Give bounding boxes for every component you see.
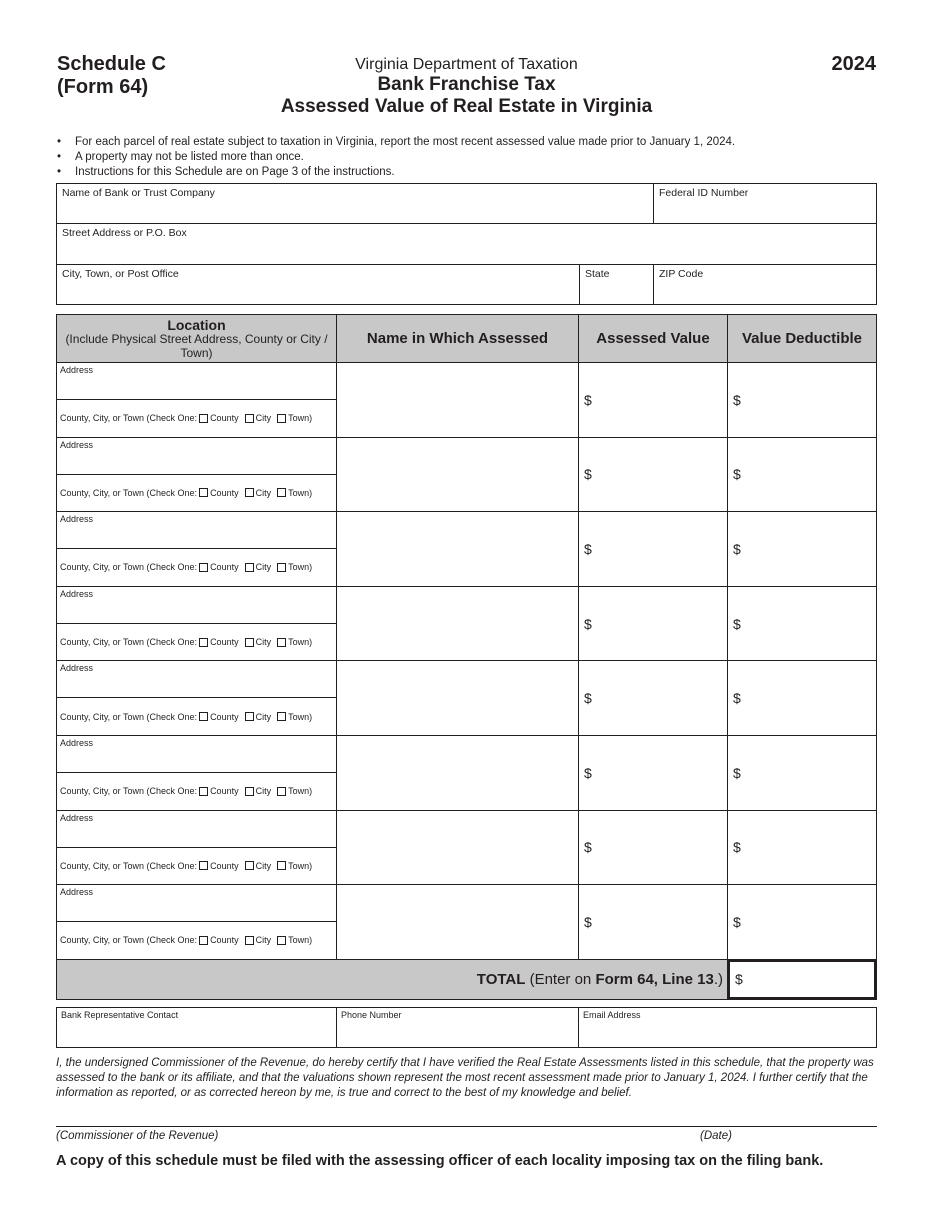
table-row xyxy=(57,587,876,662)
county-option-label: County xyxy=(210,487,239,498)
location-cell xyxy=(57,512,337,586)
dollar-sign: $ xyxy=(584,913,592,930)
address-label: Address xyxy=(60,365,94,375)
total-form-ref: Form 64, Line 13 xyxy=(595,970,714,988)
town-checkbox[interactable] xyxy=(277,414,286,423)
instructions-list xyxy=(57,135,735,180)
certification-text: I, the undersigned Commissioner of the Revenue, do hereby certify that I have verified the Real Estate Assessments listed in this schedule, that the property was assessed to the bank or its affiliate, and that the valuations shown represent the most recent assessment made prior to January 1, 2024. I further certify that the information as reported, or as corrected hereon by me, is true and correct to the best of my knowledge and belief. xyxy=(56,1057,874,1099)
locality-label: County, City, or Town (Check One: xyxy=(60,413,198,424)
instruction-item: • For each parcel of real estate subject to taxation in Virginia, report the most recent assessed value made prior to January 1, 2024. xyxy=(57,135,735,150)
assessed-value-field[interactable] xyxy=(579,661,728,735)
dollar-sign: $ xyxy=(733,839,741,856)
instruction-item: • A property may not be listed more than once. xyxy=(57,150,735,165)
department-name: Virginia Department of Taxation xyxy=(355,56,578,73)
zip-field[interactable] xyxy=(654,265,876,304)
county-checkbox[interactable] xyxy=(199,861,208,870)
form-title: Bank Franchise Tax xyxy=(377,74,556,95)
dollar-sign: $ xyxy=(584,391,592,408)
locality-label: County, City, or Town (Check One: xyxy=(60,935,198,946)
location-subtitle: (Include Physical Street Address, County or City / Town) xyxy=(65,331,328,360)
county-checkbox[interactable] xyxy=(199,563,208,572)
address-field[interactable] xyxy=(57,363,336,400)
town-option-label: Town) xyxy=(288,562,313,573)
town-checkbox[interactable] xyxy=(277,638,286,647)
rep-contact-field[interactable] xyxy=(57,1008,337,1047)
location-cell xyxy=(57,811,337,885)
email-label: Email Address xyxy=(583,1010,641,1020)
table-row xyxy=(57,363,876,438)
form-number: (Form 64) xyxy=(57,76,149,98)
location-cell xyxy=(57,438,337,512)
state-field[interactable] xyxy=(580,265,654,304)
total-instruction: (Enter on xyxy=(525,970,596,988)
name-assessed-field[interactable] xyxy=(337,811,579,885)
contact-section xyxy=(56,1007,877,1048)
assessment-table xyxy=(56,314,877,1000)
address-field[interactable] xyxy=(57,811,336,848)
town-checkbox[interactable] xyxy=(277,712,286,721)
street-address-label: Street Address or P.O. Box xyxy=(62,227,187,239)
bank-name-label: Name of Bank or Trust Company xyxy=(62,187,215,199)
city-option-label: City xyxy=(255,786,272,797)
county-option-label: County xyxy=(210,711,239,722)
phone-field[interactable] xyxy=(337,1008,579,1047)
assessed-value-field[interactable] xyxy=(579,438,728,512)
dollar-sign: $ xyxy=(733,391,741,408)
assessed-value-field[interactable] xyxy=(579,736,728,810)
total-word: TOTAL xyxy=(476,970,526,988)
total-row xyxy=(57,960,876,999)
county-option-label: County xyxy=(210,637,239,648)
dollar-sign: $ xyxy=(733,540,741,557)
locality-field xyxy=(57,698,336,735)
assessed-value-field[interactable] xyxy=(579,363,728,437)
locality-field xyxy=(57,848,336,885)
city-checkbox[interactable] xyxy=(245,638,254,647)
town-option-label: Town) xyxy=(288,637,313,648)
locality-field xyxy=(57,624,336,661)
address-label: Address xyxy=(60,439,94,450)
dollar-sign: $ xyxy=(584,466,592,483)
county-checkbox[interactable] xyxy=(199,936,208,945)
total-end: .) xyxy=(713,970,723,988)
value-deductible-field[interactable] xyxy=(728,363,876,437)
county-option-label: County xyxy=(210,786,239,797)
county-checkbox[interactable] xyxy=(199,638,208,647)
bank-name-field[interactable] xyxy=(57,184,654,224)
commissioner-label: (Commissioner of the Revenue) xyxy=(56,1130,219,1142)
phone-label: Phone Number xyxy=(341,1010,402,1020)
locality-label: County, City, or Town (Check One: xyxy=(60,562,198,573)
town-option-label: Town) xyxy=(288,711,313,722)
value-deductible-field[interactable] xyxy=(728,587,876,661)
footer-note: A copy of this schedule must be filed with the assessing officer of each locality imposing tax on the filing bank. xyxy=(56,1153,824,1169)
locality-label: County, City, or Town (Check One: xyxy=(60,786,198,797)
town-option-label: Town) xyxy=(288,786,313,797)
location-cell xyxy=(57,885,337,959)
table-row xyxy=(57,885,876,960)
town-option-label: Town) xyxy=(288,860,313,871)
city-field[interactable] xyxy=(57,265,580,304)
dollar-sign: $ xyxy=(584,615,592,632)
dollar-sign: $ xyxy=(584,839,592,856)
dollar-sign: $ xyxy=(733,690,741,707)
table-row xyxy=(57,438,876,513)
total-amount-field[interactable] xyxy=(728,960,876,999)
county-checkbox[interactable] xyxy=(199,787,208,796)
federal-id-field[interactable] xyxy=(654,184,876,224)
street-address-field[interactable] xyxy=(57,224,876,265)
city-checkbox[interactable] xyxy=(245,861,254,870)
zip-label: ZIP Code xyxy=(659,268,704,280)
name-assessed-field[interactable] xyxy=(337,885,579,959)
value-deductible-field[interactable] xyxy=(728,736,876,810)
address-label: Address xyxy=(60,663,94,674)
city-checkbox[interactable] xyxy=(245,488,254,497)
city-checkbox[interactable] xyxy=(245,712,254,721)
name-assessed-field[interactable] xyxy=(337,512,579,586)
city-checkbox[interactable] xyxy=(245,414,254,423)
name-assessed-field[interactable] xyxy=(337,438,579,512)
name-assessed-header: Name in Which Assessed xyxy=(337,315,579,362)
assessed-value-field[interactable] xyxy=(579,885,728,959)
town-checkbox[interactable] xyxy=(277,936,286,945)
table-row xyxy=(57,736,876,811)
address-field[interactable] xyxy=(57,736,336,773)
value-deductible-field[interactable] xyxy=(728,512,876,586)
county-option-label: County xyxy=(210,860,239,871)
town-checkbox[interactable] xyxy=(277,861,286,870)
county-checkbox[interactable] xyxy=(199,414,208,423)
assessed-value-field[interactable] xyxy=(579,587,728,661)
county-option-label: County xyxy=(210,562,239,573)
city-option-label: City xyxy=(255,935,272,946)
locality-label: County, City, or Town (Check One: xyxy=(60,487,198,498)
address-field[interactable] xyxy=(57,438,336,475)
city-option-label: City xyxy=(255,711,272,722)
location-title: Location xyxy=(167,316,226,333)
town-option-label: Town) xyxy=(288,487,313,498)
email-field[interactable] xyxy=(579,1008,876,1047)
city-option-label: City xyxy=(255,413,272,424)
page-header xyxy=(0,56,933,118)
signature-line[interactable] xyxy=(56,1126,877,1127)
schedule-name: Schedule C xyxy=(57,53,166,75)
address-field[interactable] xyxy=(57,885,336,922)
city-option-label: City xyxy=(255,562,272,573)
table-header xyxy=(57,315,876,363)
dollar-sign: $ xyxy=(584,690,592,707)
locality-field xyxy=(57,400,336,437)
city-label: City, Town, or Post Office xyxy=(62,268,179,280)
locality-field xyxy=(57,549,336,586)
dollar-sign: $ xyxy=(733,466,741,483)
state-label: State xyxy=(585,268,610,280)
dollar-sign: $ xyxy=(733,764,741,781)
assessed-value-field[interactable] xyxy=(579,811,728,885)
location-cell xyxy=(57,736,337,810)
bank-info-section xyxy=(56,183,877,305)
town-checkbox[interactable] xyxy=(277,488,286,497)
address-field[interactable] xyxy=(57,587,336,624)
county-checkbox[interactable] xyxy=(199,712,208,721)
locality-label: County, City, or Town (Check One: xyxy=(60,711,198,722)
location-header xyxy=(57,315,337,362)
city-option-label: City xyxy=(255,487,272,498)
federal-id-label: Federal ID Number xyxy=(659,187,749,199)
city-option-label: City xyxy=(255,860,272,871)
locality-field xyxy=(57,773,336,810)
name-assessed-field[interactable] xyxy=(337,736,579,810)
instruction-item: • Instructions for this Schedule are on Page 3 of the instructions. xyxy=(57,165,735,180)
value-deductible-field[interactable] xyxy=(728,885,876,959)
city-option-label: City xyxy=(255,637,272,648)
assessed-value-header: Assessed Value xyxy=(579,315,728,362)
date-label: (Date) xyxy=(700,1130,732,1142)
location-cell xyxy=(57,587,337,661)
rep-contact-label: Bank Representative Contact xyxy=(61,1010,179,1020)
county-option-label: County xyxy=(210,413,239,424)
value-deductible-field[interactable] xyxy=(728,438,876,512)
city-checkbox[interactable] xyxy=(245,563,254,572)
assessed-value-field[interactable] xyxy=(579,512,728,586)
address-label: Address xyxy=(60,812,94,823)
dollar-sign: $ xyxy=(584,540,592,557)
dollar-sign: $ xyxy=(733,615,741,632)
table-body xyxy=(57,363,876,960)
locality-label: County, City, or Town (Check One: xyxy=(60,860,198,871)
value-deductible-field[interactable] xyxy=(728,661,876,735)
locality-label: County, City, or Town (Check One: xyxy=(60,637,198,648)
form-subtitle: Assessed Value of Real Estate in Virginia xyxy=(280,96,653,117)
county-checkbox[interactable] xyxy=(199,488,208,497)
town-checkbox[interactable] xyxy=(277,563,286,572)
city-checkbox[interactable] xyxy=(245,787,254,796)
town-option-label: Town) xyxy=(288,413,313,424)
name-assessed-field[interactable] xyxy=(337,661,579,735)
town-checkbox[interactable] xyxy=(277,787,286,796)
address-field[interactable] xyxy=(57,512,336,549)
dollar-sign: $ xyxy=(733,913,741,930)
dollar-sign: $ xyxy=(584,764,592,781)
county-option-label: County xyxy=(210,935,239,946)
town-option-label: Town) xyxy=(288,935,313,946)
table-row xyxy=(57,811,876,886)
table-row xyxy=(57,661,876,736)
value-deductible-field[interactable] xyxy=(728,811,876,885)
name-assessed-field[interactable] xyxy=(337,587,579,661)
total-label xyxy=(57,960,728,999)
address-label: Address xyxy=(60,514,94,525)
address-field[interactable] xyxy=(57,661,336,698)
value-deductible-header: Value Deductible xyxy=(741,330,863,347)
locality-field xyxy=(57,475,336,512)
address-label: Address xyxy=(60,737,94,748)
table-row xyxy=(57,512,876,587)
total-dollar: $ xyxy=(735,971,743,988)
location-cell xyxy=(57,363,337,437)
location-cell xyxy=(57,661,337,735)
name-assessed-field[interactable] xyxy=(337,363,579,437)
tax-year: 2024 xyxy=(831,53,876,75)
city-checkbox[interactable] xyxy=(245,936,254,945)
address-label: Address xyxy=(60,887,94,898)
locality-field xyxy=(57,922,336,959)
address-label: Address xyxy=(60,588,94,599)
